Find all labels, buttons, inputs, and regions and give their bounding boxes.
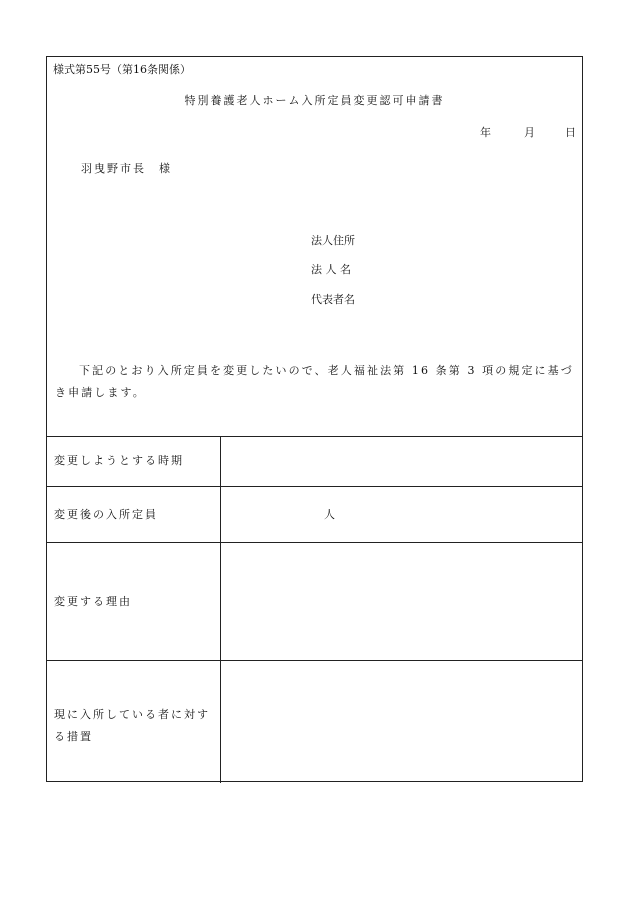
table-top-border (47, 436, 582, 437)
applicant-address-label: 法人住所 (311, 234, 355, 247)
table-cell-capacity-unit: 人 (324, 508, 335, 521)
column-divider (220, 436, 221, 783)
addressee: 羽曳野市長 様 (81, 162, 172, 175)
form-title: 特別養護老人ホーム入所定員変更認可申請書 (184, 94, 445, 107)
table-row-label-new-capacity: 変更後の入所定員 (54, 508, 158, 521)
table-row-label-reason: 変更する理由 (54, 595, 132, 608)
applicant-representative-label: 代表者名 (311, 293, 355, 306)
form-number: 様式第55号（第16条関係） (53, 63, 191, 76)
applicant-name-label: 法 人 名 (311, 263, 351, 276)
date-month: 月 (524, 126, 535, 139)
row-divider-3 (47, 660, 582, 661)
date-day: 日 (565, 126, 576, 139)
table-row-label-resident-measures: 現に入所している者に対する措置 (54, 708, 210, 743)
table-row-label-change-date: 変更しようとする時期 (54, 454, 184, 467)
application-form (46, 56, 583, 782)
date-year: 年 (480, 126, 491, 139)
row-divider-2 (47, 542, 582, 543)
row-divider-1 (47, 486, 582, 487)
statement-paragraph: 下記のとおり入所定員を変更したいので、老人福祉法第 16 条第 3 項の規定に基づき申請します。 (55, 364, 574, 399)
